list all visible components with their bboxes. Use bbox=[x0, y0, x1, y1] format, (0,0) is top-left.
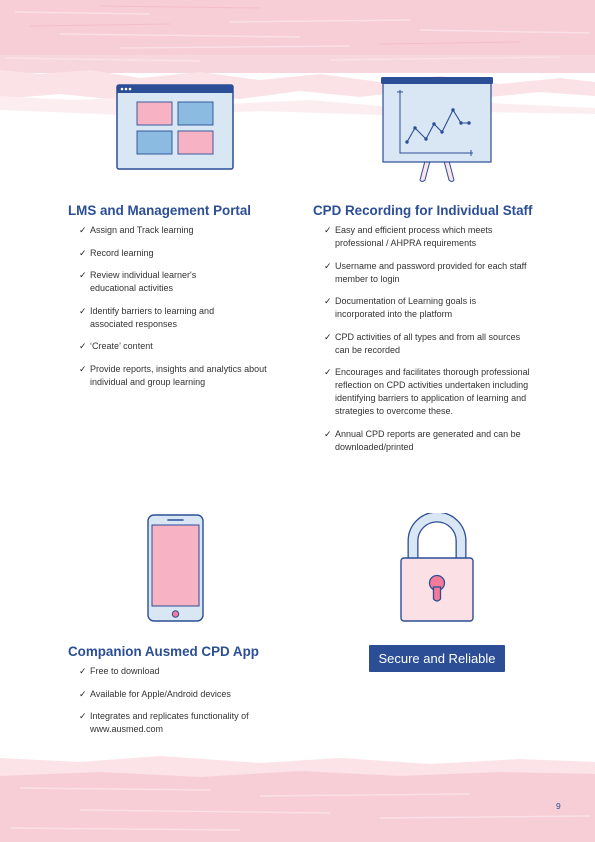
top-brush-background bbox=[0, 0, 595, 118]
list-item: ✓ Username and password provided for each staff member to login bbox=[324, 260, 527, 284]
check-icon: ✓ bbox=[324, 367, 332, 377]
list-item: ✓ Available for Apple/Android devices bbox=[79, 688, 231, 699]
page-number: 9 bbox=[556, 801, 561, 811]
presentation-chart-icon bbox=[381, 77, 493, 188]
check-icon: ✓ bbox=[79, 363, 87, 374]
list-item: ✓ Documentation of Learning goals is incorporated into the platform bbox=[324, 296, 477, 319]
list-item: ✓ Free to download bbox=[79, 666, 160, 676]
cpd-heading: CPD Recording for Individual Staff bbox=[313, 203, 533, 218]
check-icon: ✓ bbox=[324, 225, 332, 235]
list-item: ✓ Review individual learner's educational activities bbox=[79, 270, 197, 293]
dashboard-window-icon bbox=[116, 84, 234, 175]
list-item: ✓ CPD activities of all types and from all sources can be recorded bbox=[324, 331, 521, 355]
cpd-feature-list bbox=[313, 224, 543, 454]
check-icon: ✓ bbox=[79, 341, 87, 351]
app-heading: Companion Ausmed CPD App bbox=[68, 644, 259, 659]
list-item: ✓ Annual CPD reports are generated and can be downloaded/printed bbox=[324, 428, 521, 452]
check-icon: ✓ bbox=[324, 331, 332, 342]
padlock-icon bbox=[400, 513, 474, 628]
list-item: ✓ Provide reports, insights and analytics about individual and group learning bbox=[79, 363, 267, 387]
list-item: ✓ Integrates and replicates functionality of www.ausmed.com bbox=[79, 711, 249, 734]
list-item: ✓ Assign and Track learning bbox=[79, 225, 194, 235]
check-icon: ✓ bbox=[79, 305, 87, 316]
check-icon: ✓ bbox=[324, 260, 332, 271]
lms-feature-list bbox=[68, 224, 288, 389]
check-icon: ✓ bbox=[79, 270, 87, 280]
check-icon: ✓ bbox=[79, 666, 87, 676]
check-icon: ✓ bbox=[324, 428, 332, 439]
smartphone-icon bbox=[147, 514, 204, 627]
bottom-brush-background bbox=[0, 756, 595, 842]
check-icon: ✓ bbox=[79, 247, 87, 258]
cpd-section bbox=[313, 203, 543, 463]
check-icon: ✓ bbox=[79, 225, 87, 235]
list-item: ✓ Easy and efficient process which meets professional / AHPRA requirements bbox=[324, 225, 493, 248]
secure-reliable-badge: Secure and Reliable bbox=[369, 645, 505, 672]
check-icon: ✓ bbox=[79, 688, 87, 699]
lms-section bbox=[68, 203, 288, 398]
check-icon: ✓ bbox=[324, 296, 332, 306]
list-item: ✓ Identify barriers to learning and associated responses bbox=[79, 305, 215, 329]
check-icon: ✓ bbox=[79, 711, 87, 721]
list-item: ✓ ‘Create’ content bbox=[79, 341, 153, 351]
lms-heading: LMS and Management Portal bbox=[68, 203, 252, 218]
app-feature-list bbox=[68, 665, 288, 736]
list-item: ✓ Encourages and facilitates thorough professional reflection on CPD activities undertaken including identifying barriers to application of learning and strategies to overcome these. bbox=[324, 367, 530, 416]
app-section bbox=[68, 644, 288, 746]
list-item: ✓ Record learning bbox=[79, 247, 154, 258]
